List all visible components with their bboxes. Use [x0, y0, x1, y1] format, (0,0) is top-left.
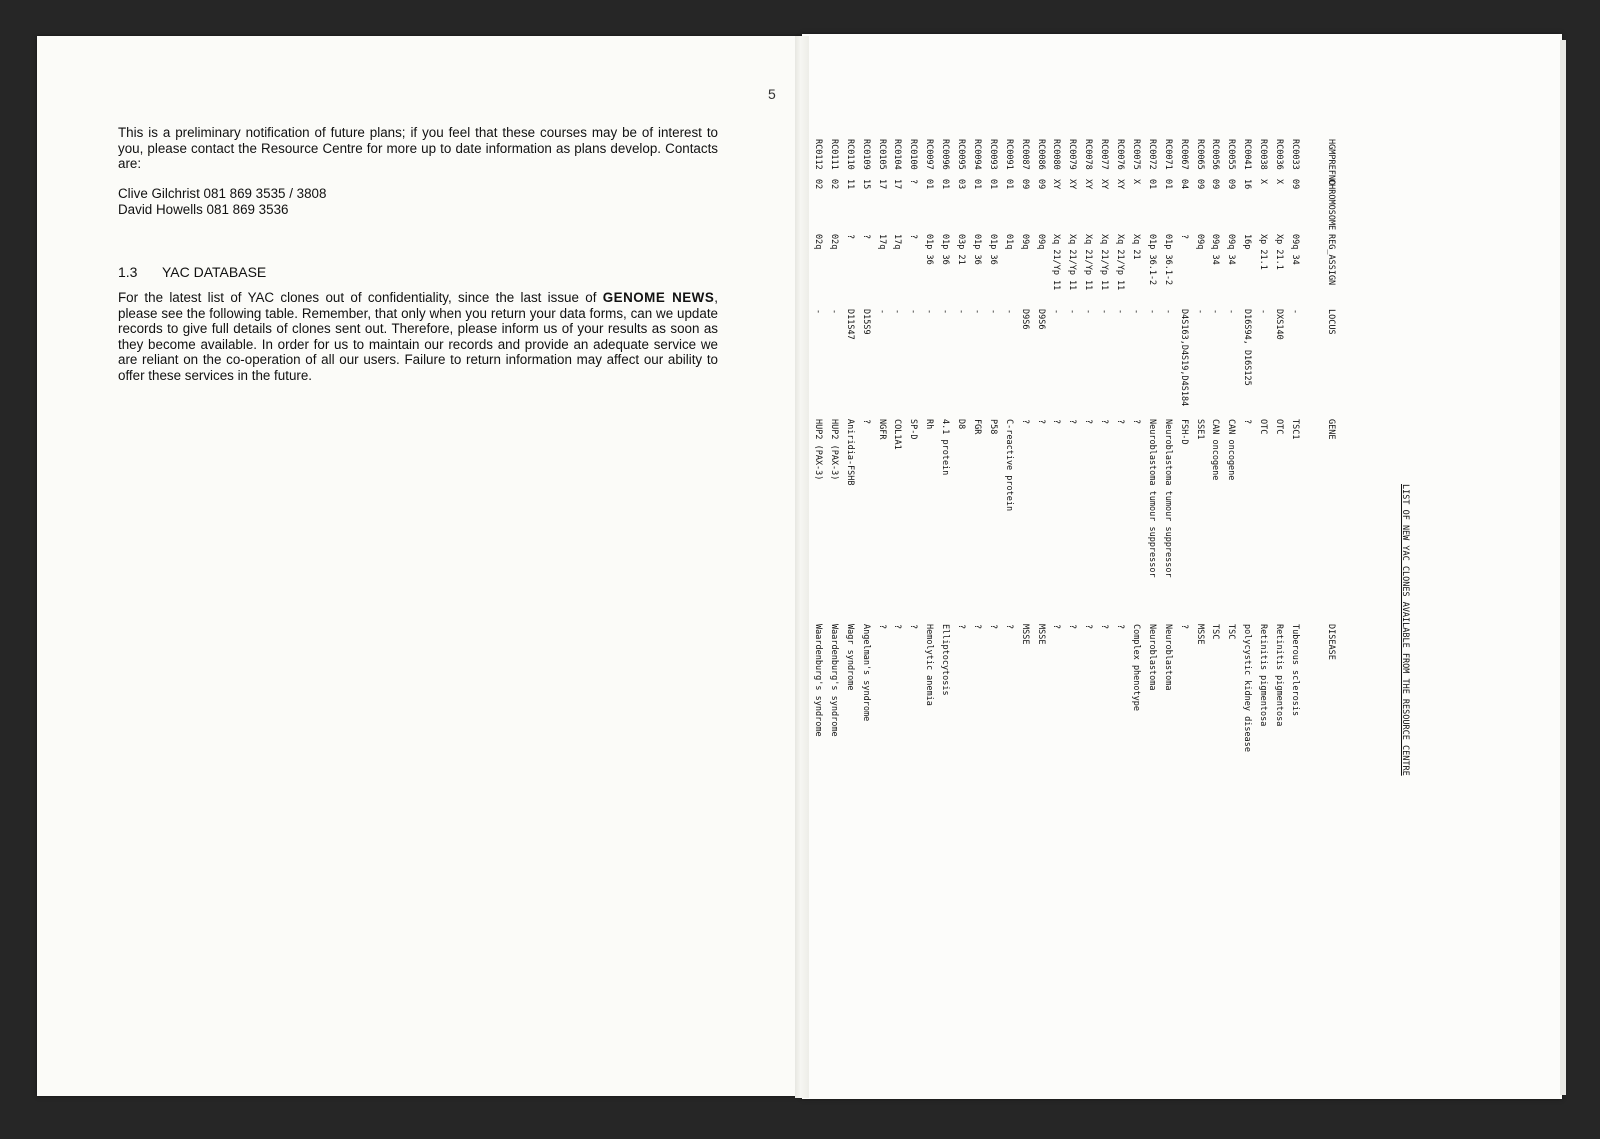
cell-chromosome: 03	[956, 179, 967, 190]
cell-disease: MSSE	[1019, 624, 1030, 645]
cell-locus: -	[1162, 309, 1173, 315]
header-chromosome: CHROMOSOME	[1326, 179, 1336, 231]
cell-disease: ?	[908, 624, 919, 630]
cell-hgmprefno: RC0087	[1019, 139, 1030, 170]
cell-locus: D4S163,D4S19,D4S184	[1178, 309, 1189, 407]
cell-chromosome: X	[1131, 179, 1141, 185]
cell-hgmprefno: RC0076	[1115, 139, 1126, 170]
cell-reg-assign: 09q	[1194, 234, 1205, 250]
cell-chromosome: 17	[876, 179, 887, 190]
cell-disease: ?	[1003, 624, 1014, 630]
cell-locus: -	[1051, 309, 1062, 315]
cell-hgmprefno: RC0056	[1210, 139, 1221, 170]
cell-hgmprefno: RC0041	[1242, 139, 1253, 170]
cell-reg-assign: ?	[860, 234, 871, 240]
cell-locus: -	[1290, 309, 1300, 315]
cell-reg-assign: 02q	[828, 234, 839, 250]
cell-disease: MSSE	[1194, 624, 1205, 645]
cell-gene: C-reactive protein	[1003, 419, 1014, 512]
cell-disease: polycystic kidney disease	[1242, 624, 1253, 752]
cell-disease: Retinitis pigmentosa	[1258, 624, 1269, 727]
cell-gene: Neuroblastoma tumour suppressor	[1162, 419, 1173, 578]
cell-chromosome: 01	[1162, 179, 1173, 190]
cell-reg-assign: 09q 34	[1210, 234, 1221, 265]
cell-gene: ?	[1035, 419, 1046, 425]
cell-chromosome: 17	[892, 179, 903, 190]
cell-chromosome: XY	[1067, 179, 1078, 190]
cell-disease: MSSE	[1035, 624, 1046, 645]
section-heading	[118, 264, 266, 280]
cell-locus: -	[876, 309, 887, 315]
cell-disease: ?	[956, 624, 967, 630]
cell-disease: ?	[972, 624, 982, 630]
section-paragraph	[118, 290, 718, 384]
newsletter-name: GENOME NEWS	[602, 290, 715, 305]
cell-locus: D9S6	[1035, 309, 1046, 330]
cell-disease: Hemolytic anemia	[924, 624, 935, 706]
cell-disease: Retinitis pigmentosa	[1274, 624, 1285, 727]
cell-locus: -	[1210, 309, 1221, 315]
cell-gene: ?	[1019, 419, 1030, 425]
header-locus: LOCUS	[1326, 309, 1336, 335]
page-number: 5	[768, 86, 776, 102]
cell-gene: CAN oncogene	[1226, 419, 1237, 481]
cell-disease: Elliptocytosis	[940, 624, 951, 696]
header-hgmprefno: HGMPREFNO	[1326, 139, 1336, 186]
cell-hgmprefno: RC0110	[844, 139, 855, 170]
section-text-before: For the latest list of YAC clones out of confidentiality, since the last issue of	[118, 290, 603, 305]
cell-gene: ?	[1115, 419, 1126, 425]
cell-hgmprefno: RC0093	[987, 139, 998, 170]
cell-hgmprefno: RC0080	[1051, 139, 1062, 170]
section-title: YAC DATABASE	[162, 264, 267, 280]
cell-disease: Neuroblastoma	[1162, 624, 1173, 691]
cell-hgmprefno: RC0072	[1146, 139, 1157, 170]
cell-locus: -	[1146, 309, 1157, 315]
cell-chromosome: 15	[860, 179, 871, 190]
cell-chromosome: XY	[1051, 179, 1062, 190]
cell-locus: -	[1003, 309, 1014, 315]
cell-disease: Waardenburg's syndrome	[828, 624, 839, 737]
cell-disease: ?	[1083, 624, 1094, 630]
cell-locus: -	[908, 309, 919, 315]
cell-disease: Wagr syndrome	[844, 624, 855, 691]
cell-hgmprefno: RC0038	[1258, 139, 1269, 170]
cell-locus: DXS140	[1274, 309, 1285, 340]
cell-hgmprefno: RC0078	[1083, 139, 1094, 170]
cell-chromosome: XY	[1083, 179, 1094, 190]
cell-chromosome: 09	[1035, 179, 1046, 190]
cell-locus: -	[1067, 309, 1078, 315]
cell-reg-assign: ?	[844, 234, 855, 240]
cell-gene: NGFR	[876, 419, 887, 440]
cell-reg-assign: 01p 36.1-2	[1146, 234, 1157, 286]
cell-disease: TSC	[1226, 624, 1237, 640]
cell-hgmprefno: RC0033	[1290, 139, 1300, 170]
cell-locus: -	[813, 309, 823, 315]
cell-hgmprefno: RC0036	[1274, 139, 1285, 170]
book-gutter	[795, 36, 809, 1098]
cell-gene: D8	[956, 419, 967, 430]
cell-hgmprefno: RC0091	[1003, 139, 1014, 170]
cell-gene: HUP2 (PAX-3)	[813, 419, 823, 481]
cell-chromosome: 01	[1003, 179, 1014, 190]
cell-reg-assign: 01p 36	[940, 234, 951, 265]
cell-disease: TSC	[1210, 624, 1221, 640]
cell-reg-assign: Xq 21/Yp 11	[1051, 234, 1062, 291]
cell-gene: Neuroblastoma tumour suppressor	[1146, 419, 1157, 578]
cell-reg-assign: 17q	[892, 234, 903, 250]
cell-gene: FGR	[972, 419, 982, 435]
cell-hgmprefno: RC0079	[1067, 139, 1078, 170]
cell-chromosome: X	[1258, 179, 1269, 185]
cell-reg-assign: ?	[1178, 234, 1189, 240]
cell-locus: -	[828, 309, 839, 315]
cell-hgmprefno: RC0065	[1194, 139, 1205, 170]
cell-reg-assign: Xq 21/Yp 11	[1099, 234, 1110, 291]
cell-locus: D16S94, D16S125	[1242, 309, 1253, 386]
cell-reg-assign: Xq 21/Yp 11	[1083, 234, 1094, 291]
cell-locus: -	[940, 309, 951, 315]
cell-reg-assign: Xp 21.1	[1274, 234, 1285, 270]
cell-locus: -	[972, 309, 982, 315]
cell-locus: -	[1131, 309, 1141, 315]
cell-gene: ?	[1051, 419, 1062, 425]
cell-disease: ?	[1178, 624, 1189, 630]
cell-hgmprefno: RC0071	[1162, 139, 1173, 170]
cell-disease: ?	[876, 624, 887, 630]
cell-chromosome: 09	[1019, 179, 1030, 190]
cell-gene: ?	[1242, 419, 1253, 425]
cell-gene: HUP2 (PAX-3)	[828, 419, 839, 481]
cell-locus: D11S47	[844, 309, 855, 340]
cell-locus: -	[1226, 309, 1237, 315]
cell-reg-assign: Xp 21.1	[1258, 234, 1269, 270]
cell-reg-assign: 01p 36	[987, 234, 998, 265]
cell-locus: -	[956, 309, 967, 315]
contact-line: David Howells 081 869 3536	[118, 202, 289, 217]
page-edge	[1560, 40, 1566, 1095]
cell-reg-assign: 01q	[1003, 234, 1014, 250]
cell-hgmprefno: RC0100	[908, 139, 919, 170]
cell-chromosome: 16	[1242, 179, 1253, 190]
cell-disease: ?	[1115, 624, 1126, 630]
cell-chromosome: 01	[924, 179, 935, 190]
cell-chromosome: 01	[987, 179, 998, 190]
cell-gene: OTC	[1258, 419, 1269, 435]
cell-disease: ?	[1099, 624, 1110, 630]
cell-locus: D15S9	[860, 309, 871, 335]
cell-locus: -	[1194, 309, 1205, 315]
cell-chromosome: 11	[844, 179, 855, 190]
cell-disease: Tuberous sclerosis	[1290, 624, 1300, 717]
cell-chromosome: 09	[1194, 179, 1205, 190]
cell-gene: OTC	[1274, 419, 1285, 435]
cell-gene: TSC1	[1290, 419, 1300, 440]
cell-reg-assign: Xq 21/Yp 11	[1115, 234, 1126, 291]
cell-gene: ?	[1067, 419, 1078, 425]
cell-gene: FSH-D	[1178, 419, 1189, 445]
cell-disease: Angelman's syndrome	[860, 624, 871, 722]
intro-paragraph: This is a preliminary notification of future plans; if you feel that these courses may be of interest to you, please contact the Resource Centre for more up to date information as plans develop. Contacts are:	[118, 125, 718, 172]
cell-reg-assign: 02q	[813, 234, 823, 250]
cell-gene: ?	[1083, 419, 1094, 425]
cell-gene: 4.1 protein	[940, 419, 951, 476]
cell-chromosome: 01	[972, 179, 982, 190]
cell-reg-assign: 09q	[1035, 234, 1046, 250]
cell-reg-assign: 01p 36	[924, 234, 935, 265]
cell-hgmprefno: RC0094	[972, 139, 982, 170]
cell-reg-assign: 01p 36.1-2	[1162, 234, 1173, 286]
cell-hgmprefno: RC0096	[940, 139, 951, 170]
cell-disease: ?	[987, 624, 998, 630]
cell-hgmprefno: RC0095	[956, 139, 967, 170]
cell-reg-assign: 03p 21	[956, 234, 967, 265]
cell-gene: CAN oncogene	[1210, 419, 1221, 481]
header-reg-assign: REG_ASSIGN	[1326, 234, 1336, 286]
cell-hgmprefno: RC0055	[1226, 139, 1237, 170]
cell-disease: Complex phenotype	[1131, 624, 1141, 711]
cell-reg-assign: Xq 21/Yp 11	[1067, 234, 1078, 291]
cell-locus: -	[1083, 309, 1094, 315]
cell-hgmprefno: RC0075	[1131, 139, 1141, 170]
cell-hgmprefno: RC0111	[828, 139, 839, 170]
cell-hgmprefno: RC0109	[860, 139, 871, 170]
cell-reg-assign: 16p	[1242, 234, 1253, 250]
cell-gene: ?	[1131, 419, 1141, 425]
yac-clone-table	[813, 139, 1416, 1031]
cell-disease: Neuroblastoma	[1146, 624, 1157, 691]
cell-locus: D9S6	[1019, 309, 1030, 330]
cell-hgmprefno: RC0105	[876, 139, 887, 170]
cell-chromosome: X	[1274, 179, 1285, 185]
cell-gene: SP-D	[908, 419, 919, 440]
cell-gene: SSE1	[1194, 419, 1205, 440]
cell-locus: -	[924, 309, 935, 315]
contact-line: Clive Gilchrist 081 869 3535 / 3808	[118, 186, 327, 201]
cell-chromosome: 01	[1146, 179, 1157, 190]
header-gene: GENE	[1326, 419, 1336, 440]
cell-hgmprefno: RC0077	[1099, 139, 1110, 170]
cell-hgmprefno: RC0112	[813, 139, 823, 170]
cell-gene: ?	[1099, 419, 1110, 425]
cell-chromosome: 04	[1178, 179, 1189, 190]
cell-chromosome: XY	[1099, 179, 1110, 190]
section-text-after: , please see the following table. Remember, that only when you return your data forms, can we update records to give full details of clones sent out. Therefore, please inform us of your results as soon as they become available. In order for us to maintain our records and provide an adequate service we are reliant on the co-operation of all our users. Failure to return information may affect our ability to offer these services in the future.	[118, 290, 718, 383]
cell-gene: Rh	[924, 419, 935, 430]
cell-locus: -	[892, 309, 903, 315]
cell-chromosome: 09	[1290, 179, 1300, 190]
cell-disease: ?	[892, 624, 903, 630]
cell-locus: -	[1115, 309, 1126, 315]
cell-disease: ?	[1067, 624, 1078, 630]
cell-reg-assign: 17q	[876, 234, 887, 250]
table-title: LIST OF NEW YAC CLONES AVAILABLE FROM THE RESOURCE CENTRE	[1400, 484, 1410, 776]
cell-reg-assign: 09q 34	[1226, 234, 1237, 265]
cell-locus: -	[987, 309, 998, 315]
cell-reg-assign: 09q 34	[1290, 234, 1300, 265]
cell-gene: COL1A1	[892, 419, 903, 450]
cell-chromosome: 02	[813, 179, 823, 190]
cell-gene: Aniridia-FSHB	[844, 419, 855, 486]
cell-disease: ?	[1051, 624, 1062, 630]
cell-chromosome: 09	[1226, 179, 1237, 190]
cell-reg-assign: 01p 36	[972, 234, 982, 265]
cell-locus: -	[1258, 309, 1269, 315]
cell-reg-assign: 09q	[1019, 234, 1030, 250]
cell-reg-assign: Xq 21	[1131, 234, 1141, 260]
cell-hgmprefno: RC0086	[1035, 139, 1046, 170]
cell-hgmprefno: RC0097	[924, 139, 935, 170]
header-disease: DISEASE	[1326, 624, 1336, 660]
section-number: 1.3	[118, 264, 138, 280]
cell-chromosome: ?	[908, 179, 919, 185]
cell-chromosome: 02	[828, 179, 839, 190]
cell-chromosome: 01	[940, 179, 951, 190]
cell-gene: ?	[860, 419, 871, 425]
cell-hgmprefno: RC0067	[1178, 139, 1189, 170]
cell-chromosome: XY	[1115, 179, 1126, 190]
cell-locus: -	[1099, 309, 1110, 315]
cell-disease: Waardenburg's syndrome	[813, 624, 823, 737]
cell-gene: P58	[987, 419, 998, 435]
cell-reg-assign: ?	[908, 234, 919, 240]
cell-hgmprefno: RC0104	[892, 139, 903, 170]
cell-chromosome: 09	[1210, 179, 1221, 190]
